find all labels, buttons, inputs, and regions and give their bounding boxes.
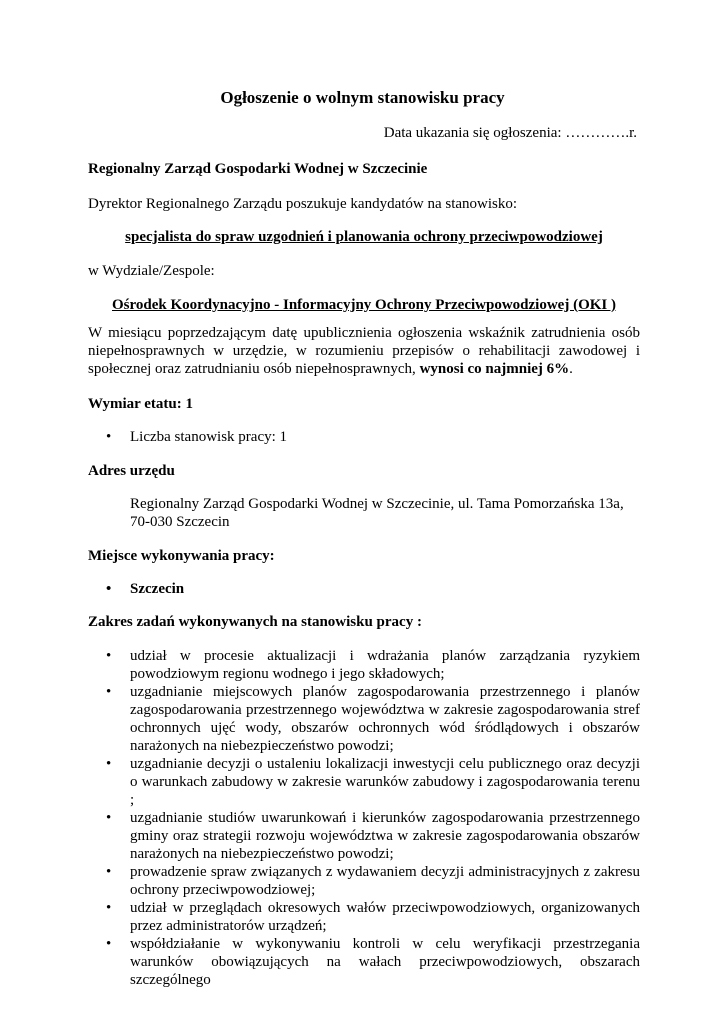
list-item: • uzgadnianie studiów uwarunkowań i kierunków zagospodarowania przestrzennego gminy oraz strategii rozwoju województwa w zakresie zagospodarowania obszarów narażonych na niebezpieczeństwo powodzi; (88, 809, 640, 863)
page-title: Ogłoszenie o wolnym stanowisku pracy (220, 88, 505, 107)
address-line-2: 70-030 Szczecin (130, 514, 230, 530)
list-item: • Szczecin (88, 580, 640, 598)
tasks-heading: Zakres zadań wykonywanych na stanowisku pracy : (88, 614, 422, 630)
list-item: • uzgadnianie decyzji o ustaleniu lokalizacji inwestycji celu publicznego oraz decyzji o warunkach zabudowy w zakresie warunków zabudowy i zagospodarowania terenu ; (88, 755, 640, 809)
workplace-list (88, 580, 640, 598)
list-item: • udział w przeglądach okresowych wałów przeciwpowodziowych, organizowanych przez administratorów urządzeń; (88, 899, 640, 935)
position-title-text: specjalista do spraw uzgodnień i planowania ochrony przeciwpowodziowej (125, 229, 603, 245)
disability-paragraph (88, 324, 640, 378)
department-label: w Wydziale/Zespole: (88, 263, 215, 279)
list-item: • uzgadnianie miejscowych planów zagospodarowania przestrzennego i planów zagospodarowania przestrzennego województwa w zakresie zagospodarowania stref ochronnych ujęć wody, obszarów ochronnych wód śródlądowych i obszarów narażonych na niebezpieczeństwo powodzi; (88, 683, 640, 755)
list-item: • udział w procesie aktualizacji i wdrażania planów zarządzania ryzykiem powodziowym regionu wodnego i jego składowych; (88, 647, 640, 683)
fte-heading: Wymiar etatu: 1 (88, 396, 193, 412)
publication-date-line: Data ukazania się ogłoszenia: ………….r. (383, 125, 637, 141)
office-name: Regionalny Zarząd Gospodarki Wodnej w Szczecinie (88, 161, 428, 177)
disability-end: . (569, 361, 573, 377)
position-title (88, 228, 640, 246)
positions-list (88, 428, 640, 446)
address-block (130, 495, 640, 531)
workplace-heading: Miejsce wykonywania pracy: (88, 548, 275, 564)
department-name-text: Ośrodek Koordynacyjno - Informacyjny Ochrony Przeciwpowodziowej (OKI ) (112, 297, 616, 313)
tasks-list (88, 647, 640, 989)
disability-text: W miesiącu poprzedzającym datę upublicznienia ogłoszenia wskaźnik zatrudnienia osób niepełnosprawnych w urzędzie, w rozumieniu przepisów o rehabilitacji zawodowej i społecznej oraz zatrudnianiu osób niepełnosprawnych, (88, 325, 640, 377)
address-heading: Adres urzędu (88, 463, 175, 479)
list-item: • prowadzenie spraw związanych z wydawaniem decyzji administracyjnych z zakresu ochrony przeciwpowodziowej; (88, 863, 640, 899)
address-line-1: Regionalny Zarząd Gospodarki Wodnej w Szczecinie, ul. Tama Pomorzańska 13a, (130, 496, 624, 512)
list-item: • współdziałanie w wykonywaniu kontroli w celu weryfikacji przestrzegania warunków obowiązujących na wałach przeciwpowodziowych, obszarach szczególnego (88, 935, 640, 989)
director-line: Dyrektor Regionalnego Zarządu poszukuje kandydatów na stanowisko: (88, 196, 518, 212)
department-name (88, 296, 640, 314)
list-item: • Liczba stanowisk pracy: 1 (88, 428, 640, 446)
disability-rate: wynosi co najmniej 6% (419, 361, 570, 377)
